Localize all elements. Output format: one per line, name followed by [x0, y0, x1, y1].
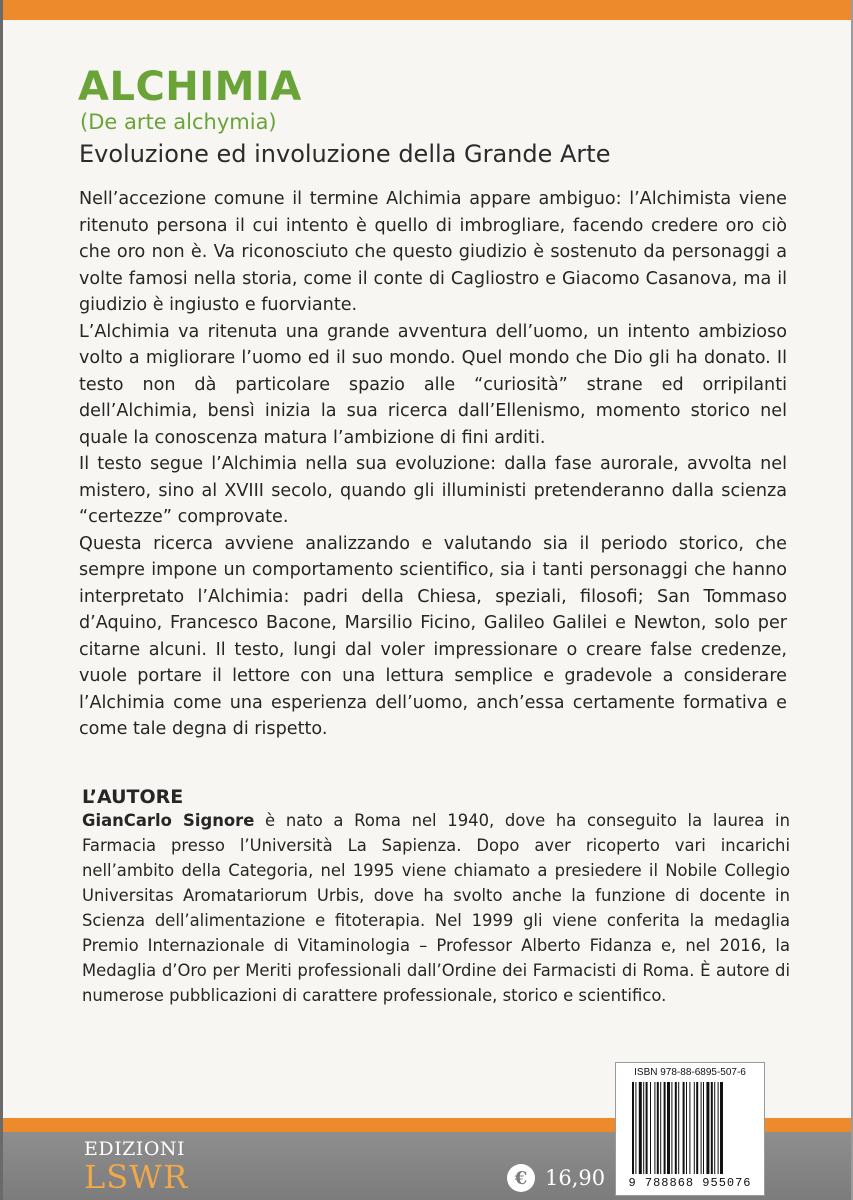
publisher-logo-line2: LSWR: [84, 1158, 189, 1196]
book-description: [79, 186, 787, 743]
isbn-barcode-block: [615, 1062, 765, 1196]
cover-left-edge: [0, 0, 3, 1200]
book-tagline: Evoluzione ed involuzione della Grande Arte: [79, 140, 611, 168]
publisher-logo: [84, 1138, 199, 1194]
author-bio: [82, 808, 790, 1008]
price-tag: [507, 1162, 605, 1194]
author-bio-text: è nato a Roma nel 1940, dove ha conseguito la laurea in Farmacia presso l’Università La Sapienza. Dopo aver ricoperto vari incarichi nell’ambito della Categoria, nel 1995 viene chiamato a presiedere il Nobile Collegio Universitas Aromatariorum Urbis, dove ha svolto anche la funzione di docente in Scienza dell’alimentazione e fitoterapia. Nel 1999 gli viene conferita la medaglia Premio Internazionale di Vitaminologia – Professor Alberto Fidanza e, nel 2016, la Medaglia d’Oro per Meriti professionali dall’Ordine dei Farmacisti di Roma. È autore di numerose pubblicazioni di carattere professionale, storico e scientifico.: [82, 811, 790, 1005]
price-value: 16,90: [545, 1166, 606, 1190]
euro-icon: €: [507, 1164, 535, 1192]
description-paragraph: L’Alchimia va ritenuta una grande avventura dell’uomo, un intento ambizioso volto a migliorare l’uomo ed il suo mondo. Quel mondo che Dio gli ha donato. Il testo non dà particolare spazio alle “curiosità” strane ed orripilanti dell’Alchimia, bensì inizia la sua ricerca dall’Ellenismo, momento storico nel quale la conoscenza matura l’ambizione di fini arditi.: [79, 321, 787, 448]
top-orange-band: [3, 0, 851, 20]
isbn-label: ISBN 978-88-6895-507-6: [634, 1067, 746, 1078]
publisher-logo-line1: EDIZIONI: [84, 1138, 186, 1160]
description-paragraph: Questa ricerca avviene analizzando e valutando sia il periodo storico, che sempre impone un comportamento scientifico, sia i tanti personaggi che hanno interpretato l’Alchimia: padri della Chiesa, speziali, filosofi; San Tommaso d’Aquino, Francesco Bacone, Marsilio Ficino, Galileo Galilei e Newton, solo per citarne alcuni. Il testo, lungi dal voler impressionare o creare false credenze, vuole portare il lettore con una lettura semplice e gradevole a considerare l’Alchimia come una esperienza dell’uomo, anch’essa certamente formativa e come tale degna di rispetto.: [79, 533, 787, 739]
barcode-icon: [632, 1082, 750, 1174]
barcode-digits: 9 788868 955076: [628, 1176, 752, 1190]
description-paragraph: Il testo segue l’Alchimia nella sua evoluzione: dalla fase aurorale, avvolta nel mistero, sino al XVIII secolo, quando gli illuministi pretenderanno dalla scienza “certezze” comprovate.: [79, 454, 787, 527]
book-subtitle: (De arte alchymia): [80, 110, 277, 134]
book-title: ALCHIMIA: [78, 64, 302, 110]
author-heading: L’AUTORE: [82, 786, 184, 808]
author-name: GianCarlo Signore: [82, 811, 255, 830]
description-paragraph: Nell’accezione comune il termine Alchimia appare ambiguo: l’Alchimista viene ritenuto persona il cui intento è quello di imbrogliare, facendo credere oro ciò che oro non è. Va riconosciuto che questo giudizio è sostenuto da personaggi a volte famosi nella storia, come il conte di Cagliostro e Giacomo Casanova, ma il giudizio è ingiusto e fuorviante.: [79, 189, 787, 315]
